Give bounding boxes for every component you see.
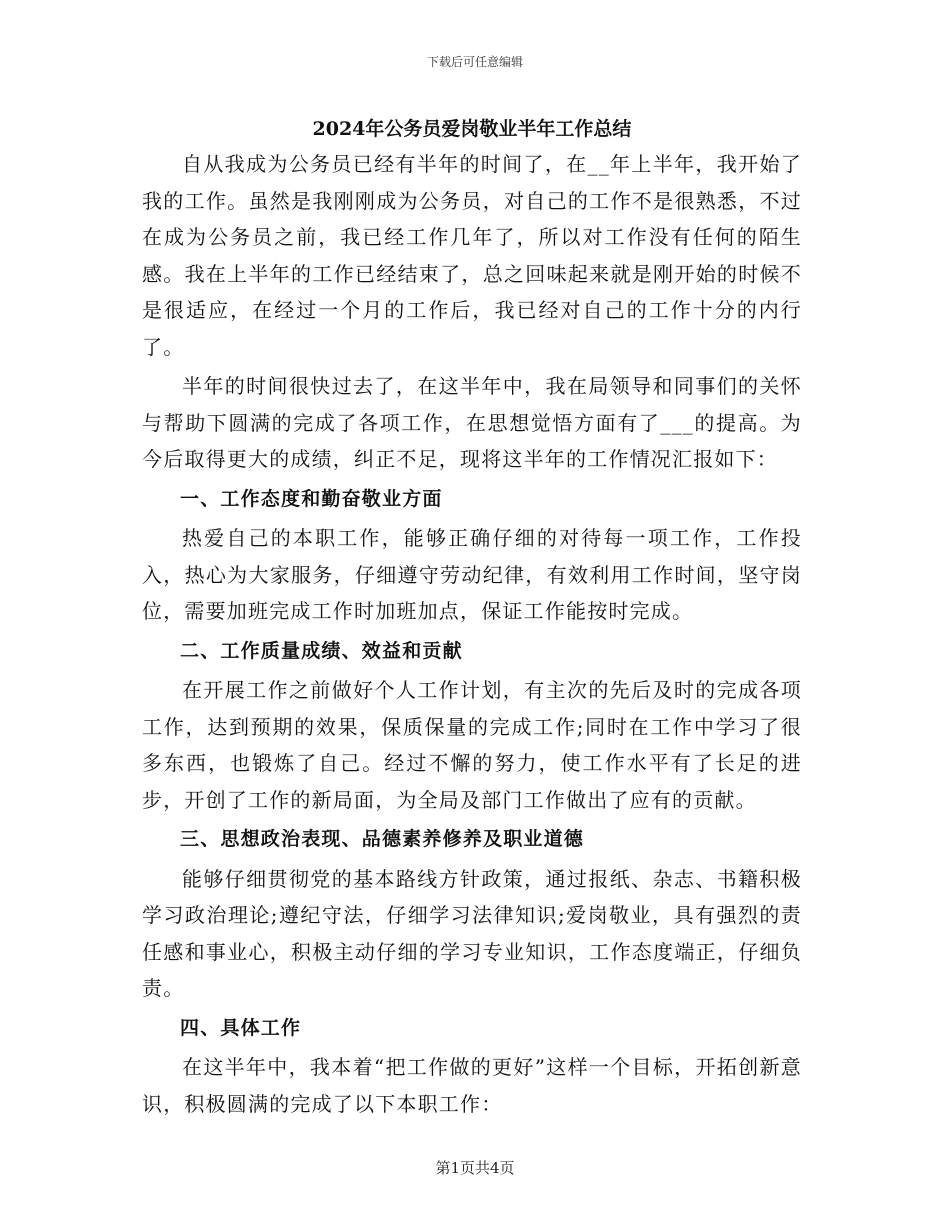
section-body-4: 在这半年中，我本着“把工作做的更好”这样一个目标，开拓创新意识，积极圆满的完成了以下本职工作：: [142, 1055, 802, 1116]
page-header-note: 下载后可任意编辑: [426, 55, 523, 69]
section-body-1: 热爱自己的本职工作，能够正确仔细的对待每一项工作，工作投入，热心为大家服务，仔细遵守劳动纪律，有效利用工作时间，坚守岗位，需要加班完成工作时加班加点，保证工作能按时完成。: [142, 526, 802, 623]
page-footer-number: 第1页共4页: [435, 1159, 515, 1177]
section-body-2: 在开展工作之前做好个人工作计划，有主次的先后及时的完成各项工作，达到预期的效果，保质保量的完成工作;同时在工作中学习了很多东西，也锻炼了自己。经过不懈的努力，使工作水平有了长足的进步，开创了工作的新局面，为全局及部门工作做出了应有的贡献。: [142, 678, 802, 812]
section-heading-3: 三、思想政治表现、品德素养修养及职业道德: [180, 828, 585, 850]
document-body: [142, 112, 802, 1125]
section-heading-1: 一、工作态度和勤奋敬业方面: [180, 487, 443, 510]
section-body-3: 能够仔细贯彻党的基本路线方针政策，通过报纸、杂志、书籍积极学习政治理论;遵纪守法，仔细学习法律知识;爱岗敬业，具有强烈的责任感和事业心，积极主动仔细的学习专业知识，工作态度端正，仔细负责。: [142, 866, 802, 1000]
section-heading-4: 四、具体工作: [180, 1016, 302, 1039]
intro-paragraph-1: 自从我成为公务员已经有半年的时间了，在__年上半年，我开始了我的工作。虽然是我刚刚成为公务员，对自己的工作不是很熟悉，不过在成为公务员之前，我已经工作几年了，所以对工作没有任何的陌生感。我在上半年的工作已经结束了，总之回味起来就是刚开始的时候不是很适应，在经过一个月的工作后，我已经对自己的工作十分的内行了。: [142, 152, 802, 359]
intro-paragraph-2: 半年的时间很快过去了，在这半年中，我在局领导和同事们的关怀与帮助下圆满的完成了各项工作，在思想觉悟方面有了___的提高。为今后取得更大的成绩，纠正不足，现将这半年的工作情况汇报如下：: [142, 374, 802, 471]
section-heading-2: 二、工作质量成绩、效益和贡献: [180, 639, 463, 662]
document-title: 2024年公务员爱岗敬业半年工作总结: [312, 118, 632, 140]
